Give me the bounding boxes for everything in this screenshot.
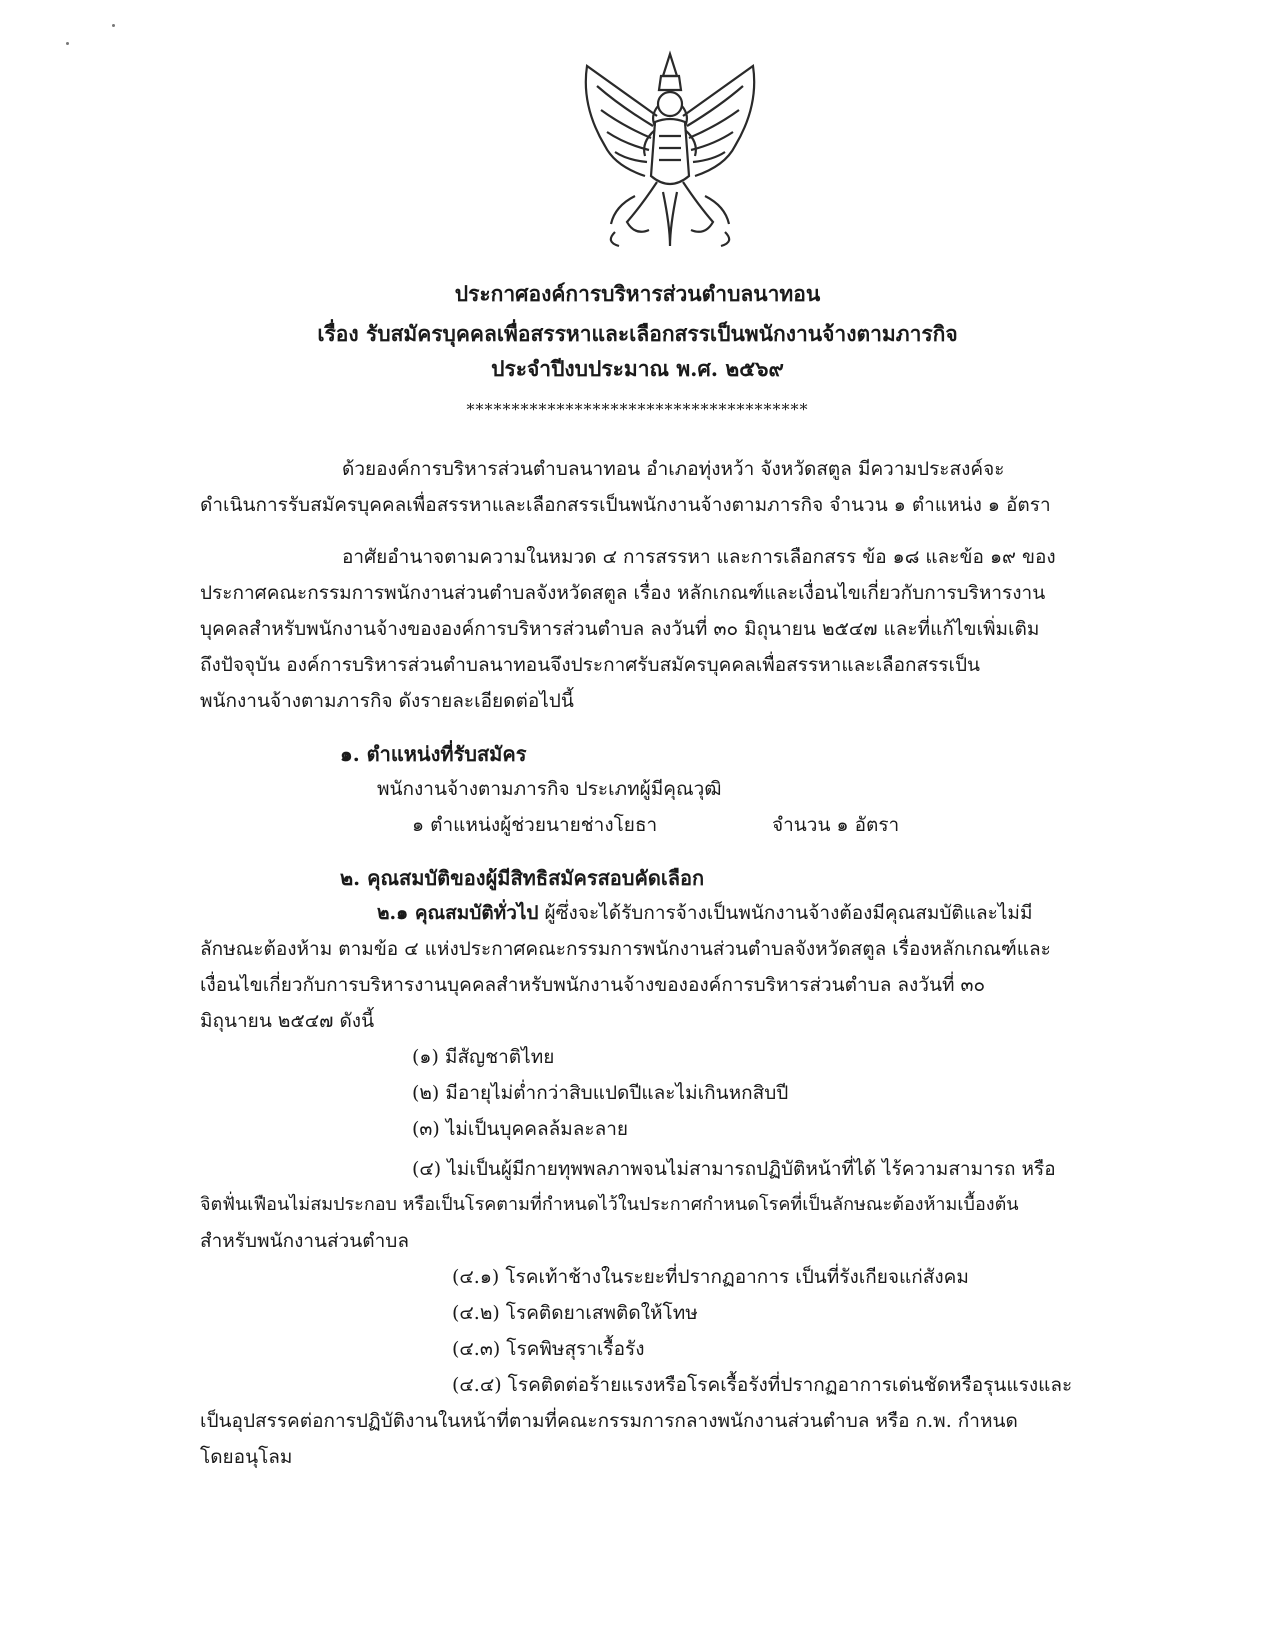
header-line-1: ประกาศองค์การบริหารส่วนตำบลนาทอน xyxy=(454,281,821,306)
header-line-3: ประจำปีงบประมาณ พ.ศ. ๒๕๖๙ xyxy=(491,356,784,381)
qualification-item-4-line3: สำหรับพนักงานส่วนตำบล xyxy=(200,1230,409,1252)
scan-speck xyxy=(112,24,115,27)
garuda-emblem-icon xyxy=(575,46,765,254)
qualification-item-1: (๑) มีสัญชาติไทย xyxy=(412,1046,555,1068)
section1-count: จำนวน ๑ อัตรา xyxy=(772,814,900,836)
intro-p2-line4: ถึงปัจจุบัน องค์การบริหารส่วนตำบลนาทอนจึงประกาศรับสมัครบุคคลเพื่อสรรหาและเลือกสรรเป็น xyxy=(200,654,981,676)
header-line-2: เรื่อง รับสมัครบุคคลเพื่อสรรหาและเลือกสรรเป็นพนักงานจ้างตามภารกิจ xyxy=(317,321,958,346)
section1-type: พนักงานจ้างตามภารกิจ ประเภทผู้มีคุณวุฒิ xyxy=(377,778,722,800)
disease-item-4-line3: โดยอนุโลม xyxy=(200,1446,293,1468)
section2-sub-line4: มิถุนายน ๒๕๔๗ ดังนี้ xyxy=(200,1010,375,1032)
section2-sub-line2: ลักษณะต้องห้าม ตามข้อ ๔ แห่งประกาศคณะกรรมการพนักงานส่วนตำบลจังหวัดสตูล เรื่องหลักเกณฑ์และ xyxy=(200,938,1051,960)
section2-sub-line1-rest: ผู้ซึ่งจะได้รับการจ้างเป็นพนักงานจ้างต้องมีคุณสมบัติและไม่มี xyxy=(544,902,1033,924)
qualification-item-2: (๒) มีอายุไม่ต่ำกว่าสิบแปดปีและไม่เกินหกสิบปี xyxy=(412,1082,789,1104)
intro-p1-line1: ด้วยองค์การบริหารส่วนตำบลนาทอน อำเภอทุ่งหว้า จังหวัดสตูล มีความประสงค์จะ xyxy=(342,458,1005,480)
scan-speck xyxy=(66,42,69,45)
intro-p1-line2: ดำเนินการรับสมัครบุคคลเพื่อสรรหาและเลือกสรรเป็นพนักงานจ้างตามภารกิจ จำนวน ๑ ตำแหน่ง ๑ อัตรา xyxy=(200,494,1051,516)
disease-item-4-line1: (๔.๔) โรคติดต่อร้ายแรงหรือโรคเรื้อรังที่ปรากฏอาการเด่นชัดหรือรุนแรงและ xyxy=(452,1374,1073,1396)
section2-sub-heading: ๒.๑ คุณสมบัติทั่วไป xyxy=(377,902,539,924)
header-separator: ************************************** xyxy=(466,400,809,419)
qualification-item-4-line2: จิตฟั่นเฟือนไม่สมประกอบ หรือเป็นโรคตามที่กำหนดไว้ในประกาศกำหนดโรคที่เป็นลักษณะต้องห้ามเบื้องต้น xyxy=(200,1194,1019,1215)
disease-item-2: (๔.๒) โรคติดยาเสพติดให้โทษ xyxy=(452,1302,698,1324)
qualification-item-4-line1: (๔) ไม่เป็นผู้มีกายทุพพลภาพจนไม่สามารถปฏิบัติหน้าที่ได้ ไร้ความสามารถ หรือ xyxy=(412,1158,1056,1180)
disease-item-1: (๔.๑) โรคเท้าช้างในระยะที่ปรากฏอาการ เป็นที่รังเกียจแก่สังคม xyxy=(452,1266,969,1288)
section1-heading: ๑. ตำแหน่งที่รับสมัคร xyxy=(340,742,527,766)
intro-p2-line2: ประกาศคณะกรรมการพนักงานส่วนตำบลจังหวัดสตูล เรื่อง หลักเกณฑ์และเงื่อนไขเกี่ยวกับการบริหารงาน xyxy=(200,582,1046,604)
intro-p2-line3: บุคคลสำหรับพนักงานจ้างขององค์การบริหารส่วนตำบล ลงวันที่ ๓๐ มิถุนายน ๒๕๔๗ และที่แก้ไขเพิ่มเติม xyxy=(200,618,1040,640)
qualification-item-3: (๓) ไม่เป็นบุคคลล้มละลาย xyxy=(412,1118,629,1140)
intro-p2-line5: พนักงานจ้างตามภารกิจ ดังรายละเอียดต่อไปนี้ xyxy=(200,690,574,712)
section1-position: ๑ ตำแหน่งผู้ช่วยนายช่างโยธา xyxy=(412,814,658,836)
section2-heading: ๒. คุณสมบัติของผู้มีสิทธิสมัครสอบคัดเลือก xyxy=(340,866,705,890)
disease-item-3: (๔.๓) โรคพิษสุราเรื้อรัง xyxy=(452,1338,645,1360)
intro-p2-line1: อาศัยอำนาจตามความในหมวด ๔ การสรรหา และการเลือกสรร ข้อ ๑๘ และข้อ ๑๙ ของ xyxy=(342,546,1056,568)
section2-sub-line1 xyxy=(377,904,1032,923)
disease-item-4-line2: เป็นอุปสรรคต่อการปฏิบัติงานในหน้าที่ตามที่คณะกรรมการกลางพนักงานส่วนตำบล หรือ ก.พ. กำหนด xyxy=(200,1410,1018,1432)
section2-sub-line3: เงื่อนไขเกี่ยวกับการบริหารงานบุคคลสำหรับพนักงานจ้างขององค์การบริหารส่วนตำบล ลงวันที่ ๓๐ xyxy=(200,974,986,996)
